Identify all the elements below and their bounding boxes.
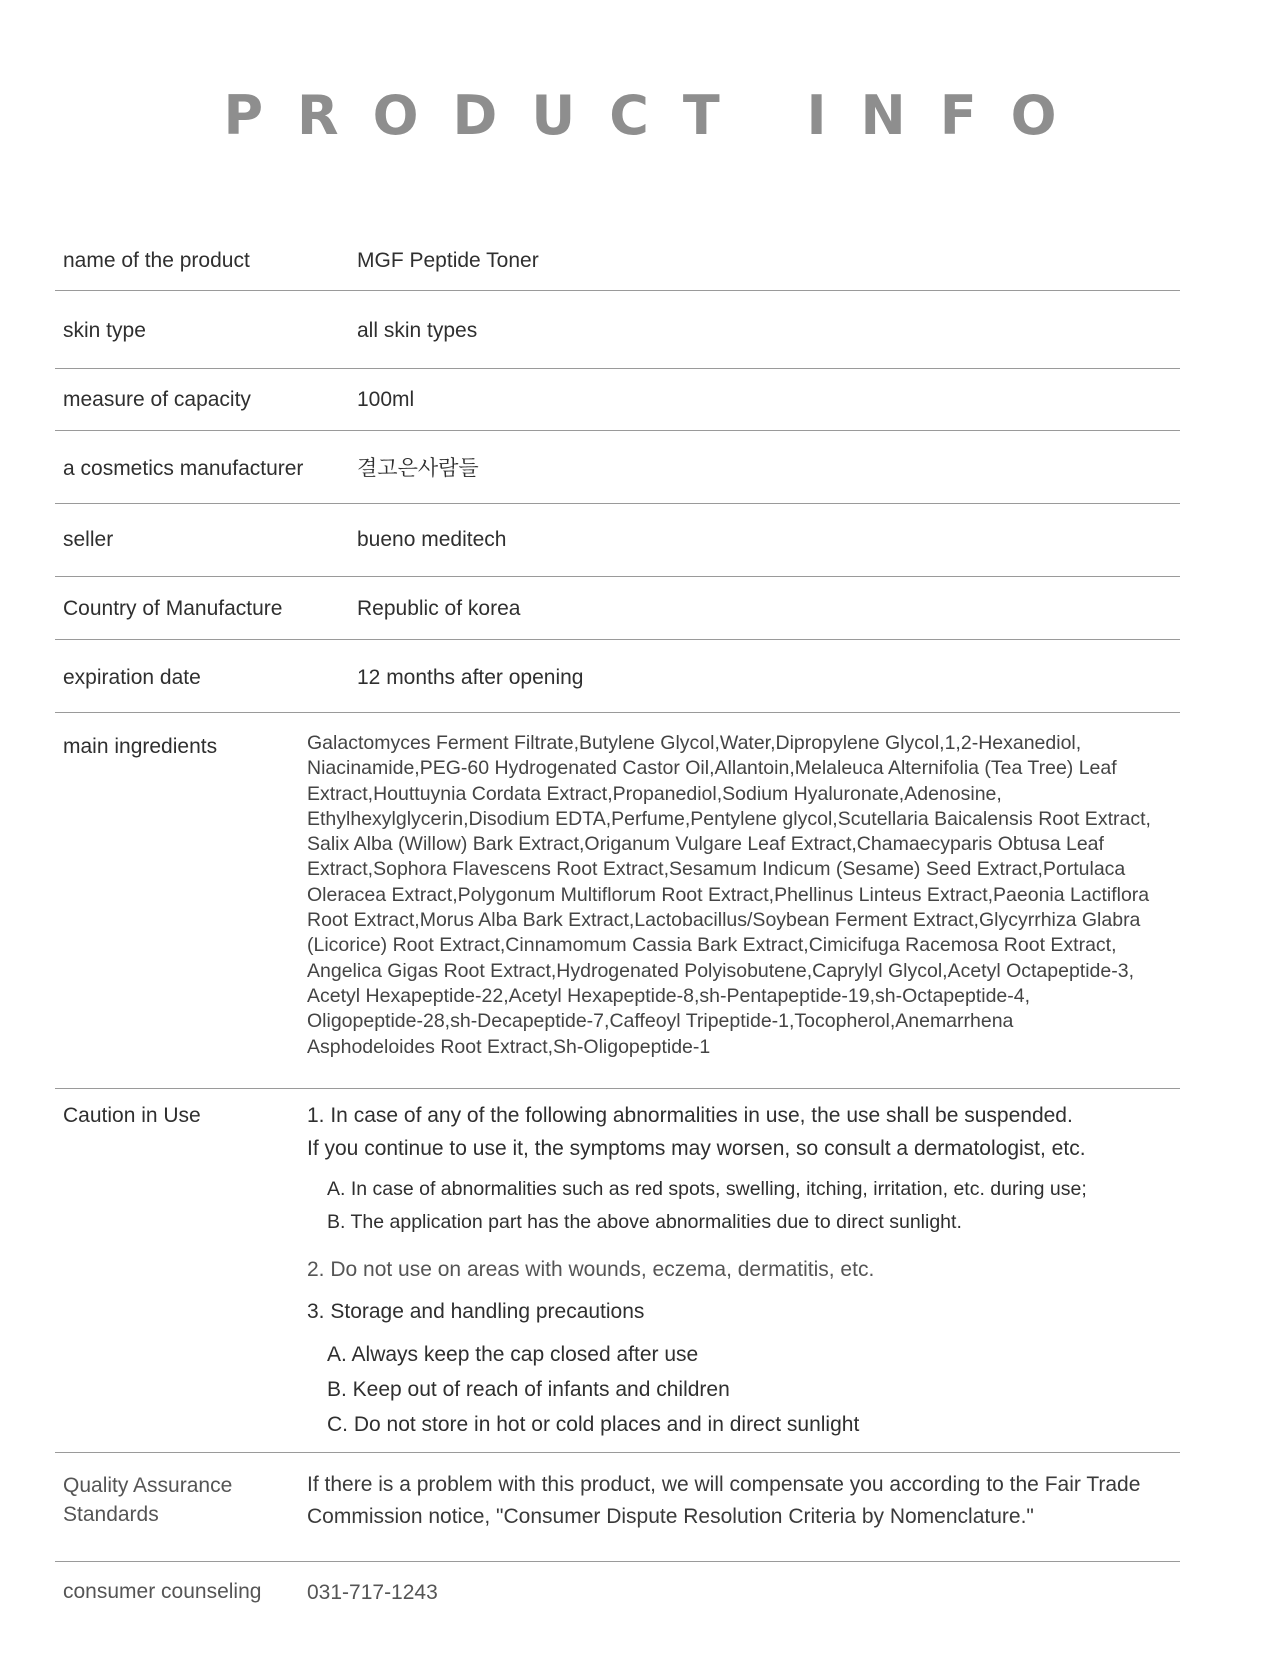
caution-item-1: 1. In case of any of the following abnormalities in use, the use shall be suspended. (307, 1104, 1073, 1127)
caution-item-1b: B. The application part has the above abnormalities due to direct sunlight. (327, 1211, 962, 1233)
divider (55, 1088, 1180, 1089)
skin-type-value: all skin types (357, 319, 478, 342)
ingredients-value: Galactomyces Ferment Filtrate,Butylene Glycol,Water,Dipropylene Glycol,1,2-Hexanediol, Niacinamide,PEG-60 Hydrogenated Castor Oil,Allantoin,Melaleuca Alternifolia (Tea Tree) Leaf Extract,Houttuynia Cordata Extract,Propanediol,Sodium Hyaluronate,Adenosine, Ethylhexylglycerin,Disodium EDTA,Perfume,Pentylene glycol,Scutellaria Baicalensis Root Extract, Salix Alba (Willow) Bark Extract,Origanum Vulgare Leaf Extract,Chamaecyparis Obtusa Leaf Extract,Sophora Flavescens Root Extract,Sesamum Indicum (Sesame) Seed Extract,Portulaca Oleracea Extract,Polygonum Multiflorum Root Extract,Phellinus Linteus Extract,Paeonia Lactiflora Root Extract,Morus Alba Bark Extract,Lactobacillus/Soybean Ferment Extract,Glycyrrhiza Glabra (Licorice) Root Extract,Cinnamomum Cassia Bark Extract,Cimicifuga Racemosa Root Extract, Angelica Gigas Root Extract,Hydrogenated Polyisobutene,Caprylyl Glycol,Acetyl Octapeptide-3, Acetyl Hexapeptide-22,Acetyl Hexapeptide-8,sh-Pentapeptide-19,sh-Octapeptide-4, Oligopeptide-28,sh-Decapeptide-7,Caffeoyl Tripeptide-1,Tocopherol,Anemarrhena Asphodeloides Root Extract,Sh-Oligopeptide-1 (307, 732, 1151, 1058)
divider (55, 639, 1180, 640)
caution-item-3: 3. Storage and handling precautions (307, 1300, 645, 1323)
divider (55, 576, 1180, 577)
expiration-value: 12 months after opening (357, 666, 584, 689)
caution-item-2: 2. Do not use on areas with wounds, eczema, dermatitis, etc. (307, 1258, 875, 1281)
seller-label: seller (63, 528, 114, 551)
caution-item-3b: B. Keep out of reach of infants and children (327, 1378, 730, 1401)
caution-label: Caution in Use (63, 1104, 201, 1127)
divider (55, 1452, 1180, 1453)
counseling-label: consumer counseling (63, 1580, 262, 1603)
ingredients-label: main ingredients (63, 735, 218, 758)
quality-assurance-label: Quality Assurance Standards (63, 1474, 233, 1526)
product-name-value: MGF Peptide Toner (357, 249, 539, 272)
caution-item-3c: C. Do not store in hot or cold places and in direct sunlight (327, 1413, 860, 1436)
skin-type-label: skin type (63, 319, 146, 342)
manufacturer-value: 결고은사람들 (357, 457, 479, 480)
divider (55, 712, 1180, 713)
divider (55, 430, 1180, 431)
divider (55, 290, 1180, 291)
product-name-label: name of the product (63, 249, 250, 272)
divider (55, 503, 1180, 504)
expiration-label: expiration date (63, 666, 201, 689)
page-title: PRODUCT INFO (223, 84, 1091, 147)
caution-item-1a: A. In case of abnormalities such as red spots, swelling, itching, irritation, etc. during use; (327, 1178, 1087, 1200)
country-value: Republic of korea (357, 597, 521, 620)
capacity-value: 100ml (357, 388, 415, 411)
divider (55, 1561, 1180, 1562)
caution-item-3a: A. Always keep the cap closed after use (327, 1343, 699, 1366)
divider (55, 368, 1180, 369)
counseling-phone: 031-717-1243 (307, 1581, 438, 1604)
caution-item-1-note: If you continue to use it, the symptoms may worsen, so consult a dermatologist, etc. (307, 1137, 1086, 1160)
quality-assurance-value: If there is a problem with this product, we will compensate you according to the Fair Trade Commission notice, "Consumer Dispute Resolution Criteria by Nomenclature." (307, 1473, 1141, 1528)
seller-value: bueno meditech (357, 528, 507, 551)
capacity-label: measure of capacity (63, 388, 251, 411)
country-label: Country of Manufacture (63, 597, 283, 620)
manufacturer-label: a cosmetics manufacturer (63, 457, 304, 480)
